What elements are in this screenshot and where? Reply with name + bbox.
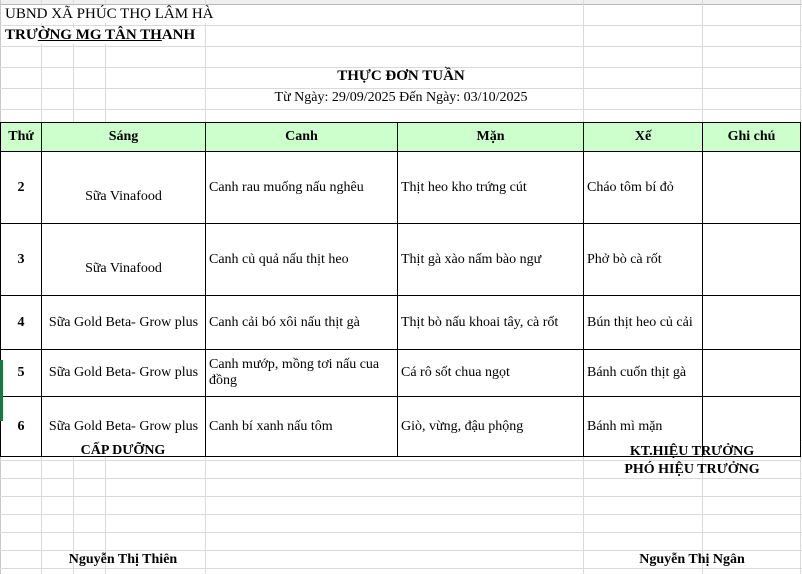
column-header-soup[interactable]: Canh (206, 123, 398, 152)
day-cell[interactable]: 6 (1, 397, 42, 457)
column-header-main-dish[interactable]: Mặn (398, 123, 584, 152)
table-row (1, 350, 801, 397)
breakfast-cell[interactable]: Sữa Vinafood (42, 152, 206, 224)
gridline (0, 46, 802, 47)
date-range[interactable]: Từ Ngày: 29/09/2025 Đến Ngày: 03/10/2025 (274, 90, 528, 105)
table-row (1, 224, 801, 296)
day-cell[interactable]: 3 (1, 224, 42, 296)
main-dish-cell[interactable]: Thịt heo kho trứng cút (398, 152, 584, 224)
soup-cell[interactable]: Canh cải bó xôi nấu thịt gà (206, 296, 398, 350)
table-row (1, 296, 801, 350)
gridline (0, 109, 802, 110)
breakfast-cell[interactable]: Sữa Gold Beta- Grow plus (42, 350, 206, 397)
gridline (0, 568, 802, 569)
weekly-menu-table (0, 122, 801, 457)
selected-row-indicator (0, 360, 3, 421)
principal-signature-title[interactable] (585, 443, 799, 479)
main-dish-cell[interactable]: Giò, vừng, đậu phộng (398, 397, 584, 457)
soup-cell[interactable]: Canh rau muống nấu nghêu (206, 152, 398, 224)
cook-name[interactable]: Nguyễn Thị Thiên (68, 552, 178, 567)
breakfast-cell[interactable]: Sữa Gold Beta- Grow plus (42, 296, 206, 350)
day-cell[interactable]: 5 (1, 350, 42, 397)
soup-cell[interactable]: Canh củ quả nấu thịt heo (206, 224, 398, 296)
snack-cell[interactable]: Bánh cuốn thịt gà (584, 350, 703, 397)
notes-cell[interactable] (703, 152, 801, 224)
soup-cell[interactable]: Canh bí xanh nấu tôm (206, 397, 398, 457)
column-header-breakfast[interactable]: Sáng (42, 123, 206, 152)
school-name-part: ANH (161, 27, 196, 43)
gridline (0, 550, 802, 551)
school-name[interactable] (5, 27, 195, 44)
day-cell[interactable]: 4 (1, 296, 42, 350)
soup-cell[interactable]: Canh mướp, mồng tơi nấu cua đồng (206, 350, 398, 397)
school-name-underlined: ỜNG MG TÂN TH (37, 27, 162, 43)
notes-cell[interactable] (703, 296, 801, 350)
gridline (0, 25, 802, 26)
menu-title[interactable]: THỰC ĐƠN TUẦN (337, 68, 465, 84)
gridline (0, 88, 802, 89)
table-header-row (1, 123, 801, 152)
main-dish-cell[interactable]: Thịt gà xào nấm bào ngư (398, 224, 584, 296)
notes-cell[interactable] (703, 224, 801, 296)
main-dish-cell[interactable]: Thịt bò nấu khoai tây, cà rốt (398, 296, 584, 350)
main-dish-cell[interactable]: Cá rô sốt chua ngọt (398, 350, 584, 397)
school-name-part: TRƯ (5, 27, 38, 43)
column-header-day[interactable]: Thứ (1, 123, 42, 152)
snack-cell[interactable]: Bánh mì mặn (584, 397, 703, 457)
snack-cell[interactable]: Cháo tôm bí đỏ (584, 152, 703, 224)
snack-cell[interactable]: Phở bò cà rốt (584, 224, 703, 296)
cook-signature-title[interactable]: CẤP DƯỠNG (80, 443, 166, 458)
gridline (0, 514, 802, 515)
column-header-strip (0, 0, 802, 5)
breakfast-cell[interactable]: Sữa Vinafood (42, 224, 206, 296)
gridline (0, 496, 802, 497)
principal-title-line-1: KT.HIỆU TRƯỞNG (629, 444, 755, 459)
breakfast-cell[interactable]: Sữa Gold Beta- Grow plus (42, 397, 206, 457)
day-cell[interactable]: 2 (1, 152, 42, 224)
gridline (0, 532, 802, 533)
snack-cell[interactable]: Bún thịt heo củ cải (584, 296, 703, 350)
table-row (1, 152, 801, 224)
principal-title-line-2: PHÓ HIỆU TRƯỞNG (624, 462, 760, 477)
vice-principal-name[interactable]: Nguyễn Thị Ngân (639, 552, 745, 567)
column-header-notes[interactable]: Ghi chú (703, 123, 801, 152)
column-header-afternoon-snack[interactable]: Xế (584, 123, 703, 152)
notes-cell[interactable] (703, 350, 801, 397)
authority-name[interactable]: UBND XÃ PHÚC THỌ LÂM HÀ (5, 6, 214, 22)
